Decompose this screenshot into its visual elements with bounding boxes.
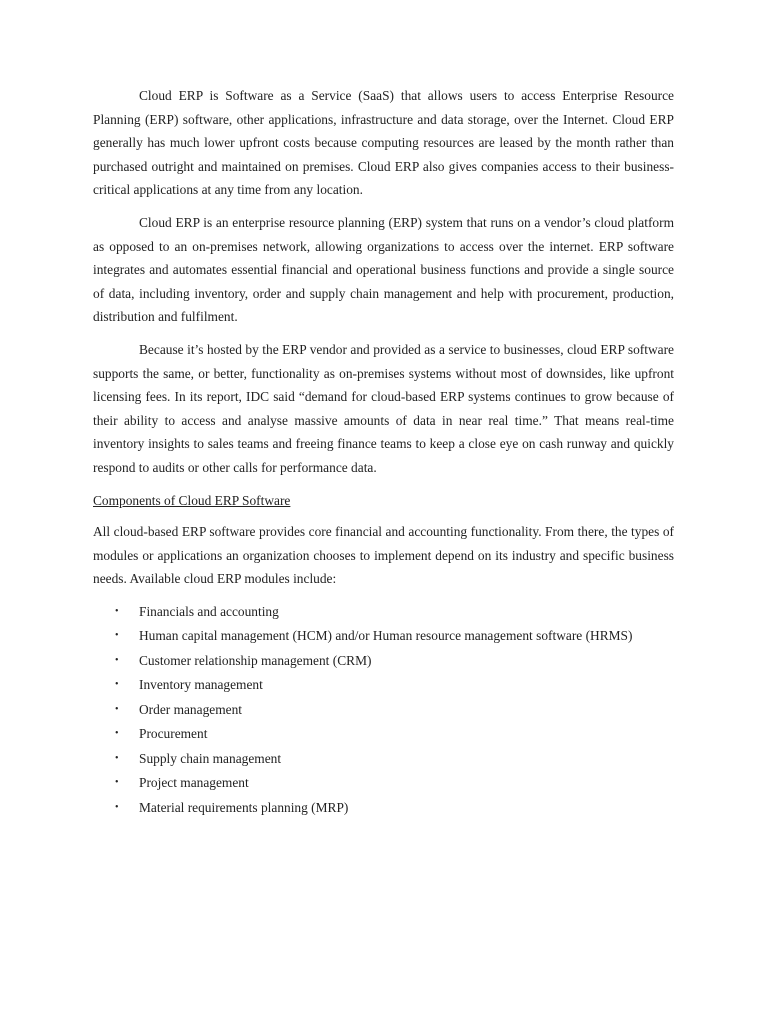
bullet-icon: • [115, 630, 119, 642]
paragraph-erp-system: Cloud ERP is an enterprise resource planning (ERP) system that runs on a vendor’s cloud platform as opposed to an on-premises network, allowing organizations to access over the internet. ERP software integrates and automates essential financial and operational business functions and provide a single source of data, including inventory, order and supply chain management and help with procurement, production, distribution and fulfilment. [93, 214, 674, 325]
list-item-label: Supply chain management [139, 750, 282, 766]
bullet-icon: • [115, 605, 119, 617]
section-heading: Components of Cloud ERP Software [93, 492, 291, 508]
list-item-label: Inventory management [139, 677, 263, 693]
paragraph-saas-definition: Cloud ERP is Software as a Service (SaaS) that allows users to access Enterprise Resource Planning (ERP) software, other applications, infrastructure and data storage, over the Internet. Cloud ERP generally has much lower upfront costs because computing resources are leased by the month rather than purchased outright and maintained on premises. Cloud ERP also gives companies access to their business-critical applications at any time from any location. [93, 88, 674, 198]
list-item-label: Procurement [139, 726, 208, 742]
list-item [93, 624, 674, 649]
bullet-icon: • [115, 654, 119, 666]
list-item-label: Project management [139, 775, 249, 791]
list-item-label: Order management [139, 701, 242, 717]
bullet-icon: • [115, 801, 119, 813]
list-item [93, 771, 674, 796]
bullet-icon: • [115, 728, 119, 740]
bullet-icon: • [115, 752, 119, 764]
modules-list [93, 600, 674, 821]
bullet-icon: • [115, 703, 119, 715]
list-item [93, 649, 674, 674]
list-item [93, 747, 674, 772]
bullet-icon: • [115, 679, 119, 691]
list-item-label: Human capital management (HCM) and/or Human resource management software (HRMS) [139, 628, 633, 644]
list-item-label: Material requirements planning (MRP) [139, 799, 349, 815]
document-body [93, 84, 674, 820]
list-item [93, 722, 674, 747]
list-item [93, 673, 674, 698]
paragraph-hosted-benefits: Because it’s hosted by the ERP vendor and provided as a service to businesses, cloud ERP software supports the same, or better, functionality as on-premises systems without most of downsides, like upfront licensing fees. In its report, IDC said “demand for cloud-based ERP systems continues to grow because of their ability to access and analyse massive amounts of data in near real time.” That means real-time inventory insights to sales teams and freeing finance teams to keep a close eye on cash runway and quickly respond to audits or other calls for performance data. [93, 341, 674, 475]
bullet-icon: • [115, 777, 119, 789]
paragraph-modules-intro: All cloud-based ERP software provides core financial and accounting functionality. From there, the types of modules or applications an organization chooses to implement depend on its industry and specific business needs. Available cloud ERP modules include: [93, 524, 674, 587]
list-item-label: Customer relationship management (CRM) [139, 652, 372, 668]
list-item [93, 600, 674, 625]
list-item [93, 698, 674, 723]
list-item-label: Financials and accounting [139, 603, 279, 619]
list-item [93, 796, 674, 821]
